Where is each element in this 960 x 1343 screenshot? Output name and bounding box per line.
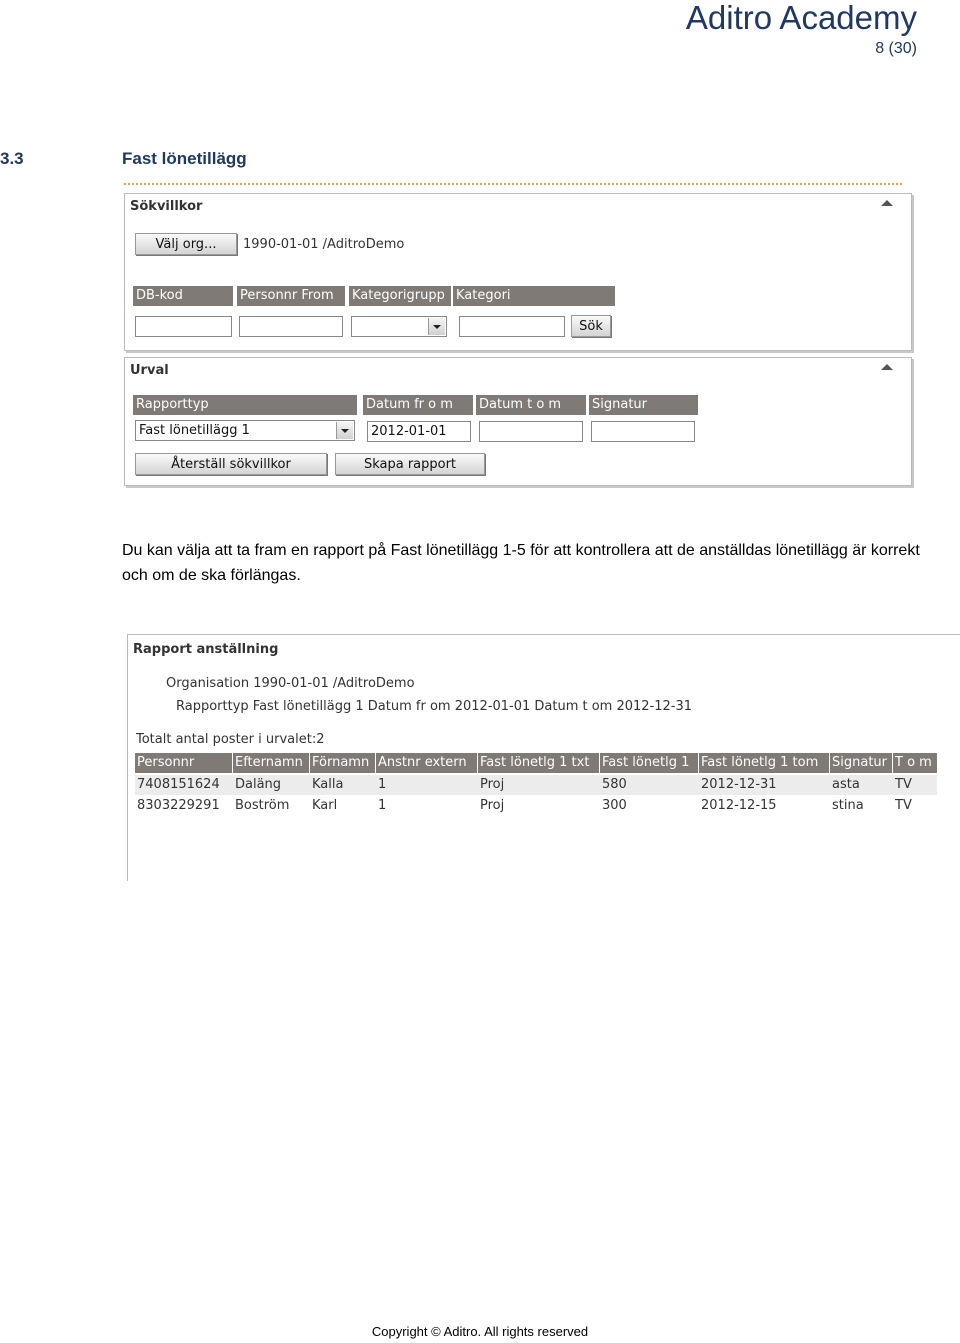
datum-from-input[interactable]: 2012-01-01: [367, 421, 471, 442]
th-lonetlg-tom: Fast lönetlg 1 tom: [699, 753, 830, 773]
select-org-button[interactable]: Välj org...: [135, 233, 237, 255]
cell-lonetlg-tom: 2012-12-31: [701, 777, 777, 792]
th-lonetlg: Fast lönetlg 1: [600, 753, 699, 773]
table-row: [135, 775, 937, 795]
col-datum-tom: Datum t o m: [476, 395, 586, 415]
report-total: Totalt antal poster i urvalet:2: [136, 732, 325, 747]
dotted-divider: [124, 183, 902, 185]
th-tom: T o m: [895, 755, 932, 770]
th-anstnr-extern: Anstnr extern: [376, 753, 478, 773]
th-efternamn: Efternamn: [233, 753, 310, 773]
create-report-button[interactable]: Skapa rapport: [335, 453, 485, 475]
brand-title: Aditro Academy: [685, 0, 917, 36]
signatur-input[interactable]: [591, 421, 695, 442]
cell-efternamn: Boström: [235, 798, 290, 813]
th-personnr: Personnr: [135, 753, 233, 773]
col-kategorigrupp: Kategorigrupp: [349, 286, 451, 306]
report-params: Rapporttyp Fast lönetillägg 1 Datum fr om 2012-01-01 Datum t om 2012-12-31: [176, 699, 693, 714]
cell-lonetlg-tom: 2012-12-15: [701, 798, 777, 813]
chevron-down-icon[interactable]: [428, 318, 445, 335]
report-organisation: Organisation 1990-01-01 /AditroDemo: [166, 676, 415, 691]
datum-tom-input[interactable]: [479, 421, 583, 442]
cell-fornamn: Karl: [312, 798, 338, 813]
kategorigrupp-select[interactable]: [351, 316, 447, 337]
chevron-down-icon[interactable]: [336, 422, 353, 439]
report-table-header: [135, 753, 937, 773]
col-personnr-from: Personnr From: [237, 286, 345, 306]
reset-search-button[interactable]: Återställ sökvillkor: [135, 453, 327, 475]
cell-anstnr: 1: [378, 798, 387, 813]
cell-lonetlg-txt: Proj: [480, 798, 505, 813]
col-datum-from: Datum fr o m: [363, 395, 473, 415]
cell-lonetlg: 300: [602, 798, 627, 813]
personnr-from-input[interactable]: [239, 316, 343, 337]
collapse-up-icon[interactable]: [881, 200, 893, 206]
report-panel: [127, 634, 960, 881]
cell-fornamn: Kalla: [312, 777, 344, 792]
cell-tom: TV: [895, 798, 912, 813]
urval-panel: [124, 357, 912, 486]
cell-anstnr: 1: [378, 777, 387, 792]
urval-title: Urval: [130, 363, 169, 378]
section-title: Fast lönetillägg: [122, 149, 247, 168]
db-kod-input[interactable]: [135, 316, 232, 337]
collapse-up-icon[interactable]: [881, 364, 893, 370]
cell-signatur: asta: [832, 777, 860, 792]
report-title: Rapport anställning: [133, 642, 279, 657]
th-fornamn: Förnamn: [310, 753, 376, 773]
col-signatur: Signatur: [589, 395, 698, 415]
kategori-input[interactable]: [459, 316, 565, 337]
col-rapporttyp: Rapporttyp: [133, 395, 357, 415]
th-lonetlg-txt: Fast lönetlg 1 txt: [478, 753, 600, 773]
cell-lonetlg: 580: [602, 777, 627, 792]
sokvillkor-panel: [124, 193, 912, 351]
cell-tom: TV: [895, 777, 912, 792]
rapporttyp-select[interactable]: [135, 420, 355, 441]
th-signatur: Signatur: [830, 753, 893, 773]
copyright-footer: Copyright © Aditro. All rights reserved: [371, 1324, 589, 1339]
rapporttyp-value: Fast lönetillägg 1: [139, 423, 250, 438]
org-value: 1990-01-01 /AditroDemo: [243, 237, 405, 252]
cell-personnr: 7408151624: [137, 777, 220, 792]
search-button[interactable]: Sök: [571, 315, 611, 337]
page-number: 8 (30): [875, 40, 917, 57]
sokvillkor-title: Sökvillkor: [130, 199, 203, 214]
body-paragraph: Du kan välja att ta fram en rapport på Fast lönetillägg 1-5 för att kontrollera att de anställdas lönetillägg är korrekt och om de ska förlängas.: [122, 542, 920, 584]
cell-personnr: 8303229291: [137, 798, 220, 813]
cell-lonetlg-txt: Proj: [480, 777, 505, 792]
table-row: [135, 796, 937, 816]
cell-efternamn: Daläng: [235, 777, 282, 792]
col-kategori: Kategori: [453, 286, 615, 306]
col-db-kod: DB-kod: [133, 286, 233, 306]
cell-signatur: stina: [832, 798, 864, 813]
section-number: 3.3: [0, 149, 24, 168]
